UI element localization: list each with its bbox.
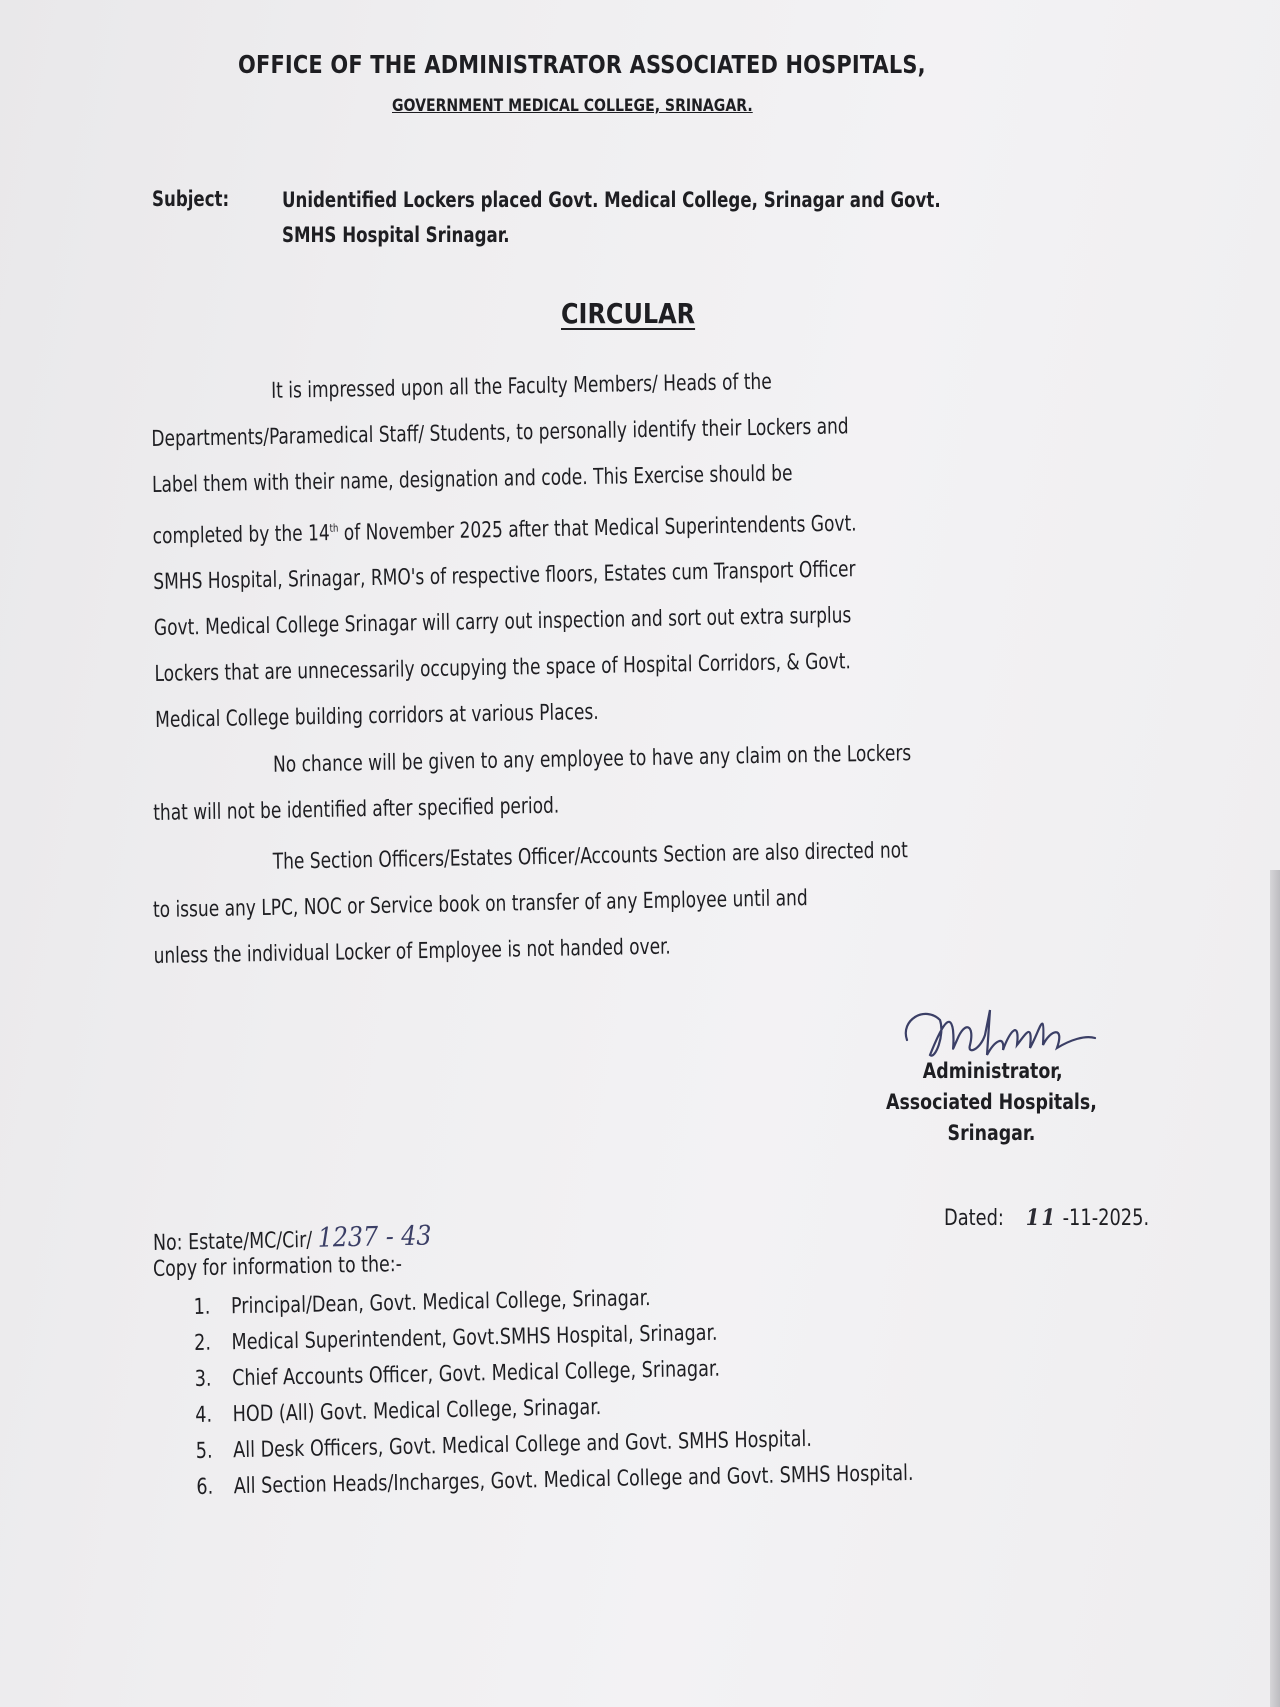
paragraph-no-claim bbox=[152, 731, 912, 837]
reference-handwritten-number: 1237 - 43 bbox=[317, 1220, 432, 1254]
list-item-text: All Section Heads/Incharges, Govt. Medical College and Govt. SMHS Hospital. bbox=[233, 1460, 914, 1500]
paragraph-line: Departments/Paramedical Staff/ Students, to personally identify their Lockers and bbox=[151, 414, 849, 453]
signatory-office: Associated Hospitals, bbox=[886, 1090, 1097, 1114]
paragraph-line: to issue any LPC, NOC or Service book on transfer of any Employee until and bbox=[152, 886, 808, 923]
deadline-text-rest: of November 2025 after that Medical Superintendents Govt. bbox=[338, 511, 857, 546]
signatory-city: Srinagar. bbox=[947, 1121, 1036, 1145]
date-rest: -11-2025. bbox=[1062, 1206, 1150, 1231]
subject-label: Subject: bbox=[152, 187, 230, 211]
date-label: Dated: bbox=[944, 1206, 1004, 1231]
list-item-number: 4. bbox=[195, 1402, 213, 1428]
paragraph-line: The Section Officers/Estates Officer/Accounts Section are also directed not bbox=[272, 838, 908, 875]
paragraph-line: No chance will be given to any employee to have any claim on the Lockers bbox=[272, 741, 912, 778]
college-subheading: GOVERNMENT MEDICAL COLLEGE, SRINAGAR. bbox=[392, 96, 753, 116]
list-item-number: 2. bbox=[193, 1330, 212, 1357]
paragraph-line: It is impressed upon all the Faculty Members/ Heads of the bbox=[270, 369, 772, 404]
reference-prefix: No: Estate/MC/Cir/ bbox=[152, 1227, 313, 1256]
list-item-text: Medical Superintendent, Govt.SMHS Hospital, Srinagar. bbox=[231, 1320, 718, 1356]
ordinal-suffix: th bbox=[329, 521, 339, 535]
list-item-number: 3. bbox=[194, 1366, 212, 1393]
paper-edge-shadow bbox=[1270, 870, 1280, 1707]
signature-stroke bbox=[906, 1010, 1095, 1056]
date-line bbox=[944, 1205, 1149, 1231]
deadline-text: completed by the 14 bbox=[152, 521, 330, 550]
signatory-designation: Administrator, bbox=[922, 1059, 1063, 1083]
copy-intro: Copy for information to the:- bbox=[152, 1252, 403, 1282]
paragraph-line: Medical College building corridors at various Places. bbox=[155, 700, 599, 734]
list-item-text: Principal/Dean, Govt. Medical College, Srinagar. bbox=[230, 1286, 651, 1320]
copy-recipients-list bbox=[193, 1276, 914, 1506]
paragraph-line: Label them with their name, designation and code. This Exercise should be bbox=[151, 461, 793, 499]
list-item-number: 1. bbox=[193, 1294, 211, 1321]
subject-line: SMHS Hospital Srinagar. bbox=[282, 223, 510, 247]
circular-title: CIRCULAR bbox=[561, 297, 696, 330]
paragraph-line: unless the individual Locker of Employee is not handed over. bbox=[153, 934, 671, 969]
paragraph-identify-lockers bbox=[150, 358, 859, 744]
subject-line: Unidentified Lockers placed Govt. Medical College, Srinagar and Govt. bbox=[282, 188, 941, 212]
list-item-text: Chief Accounts Officer, Govt. Medical College, Srinagar. bbox=[231, 1356, 721, 1392]
office-heading: OFFICE OF THE ADMINISTRATOR ASSOCIATED HOSPITALS, bbox=[238, 50, 926, 79]
paragraph-line: Govt. Medical College Srinagar will carry out inspection and sort out extra surplus bbox=[153, 603, 852, 642]
subject-text bbox=[282, 183, 941, 253]
list-item-number: 5. bbox=[195, 1438, 213, 1464]
paragraph-line: Lockers that are unnecessarily occupying the space of Hospital Corridors, & Govt. bbox=[154, 649, 852, 688]
list-item-text: All Desk Officers, Govt. Medical College and Govt. SMHS Hospital. bbox=[233, 1426, 813, 1464]
list-item-number: 6. bbox=[196, 1474, 214, 1500]
paragraph-line: SMHS Hospital, Srinagar, RMO's of respective floors, Estates cum Transport Officer bbox=[153, 557, 856, 596]
date-day-handwritten: 11 bbox=[1025, 1205, 1057, 1231]
paragraph-line: that will not be identified after specified period. bbox=[153, 793, 560, 826]
paragraph-directions bbox=[152, 828, 909, 980]
list-item-text: HOD (All) Govt. Medical College, Srinagar. bbox=[232, 1395, 602, 1428]
signatory-block bbox=[886, 1056, 1097, 1149]
